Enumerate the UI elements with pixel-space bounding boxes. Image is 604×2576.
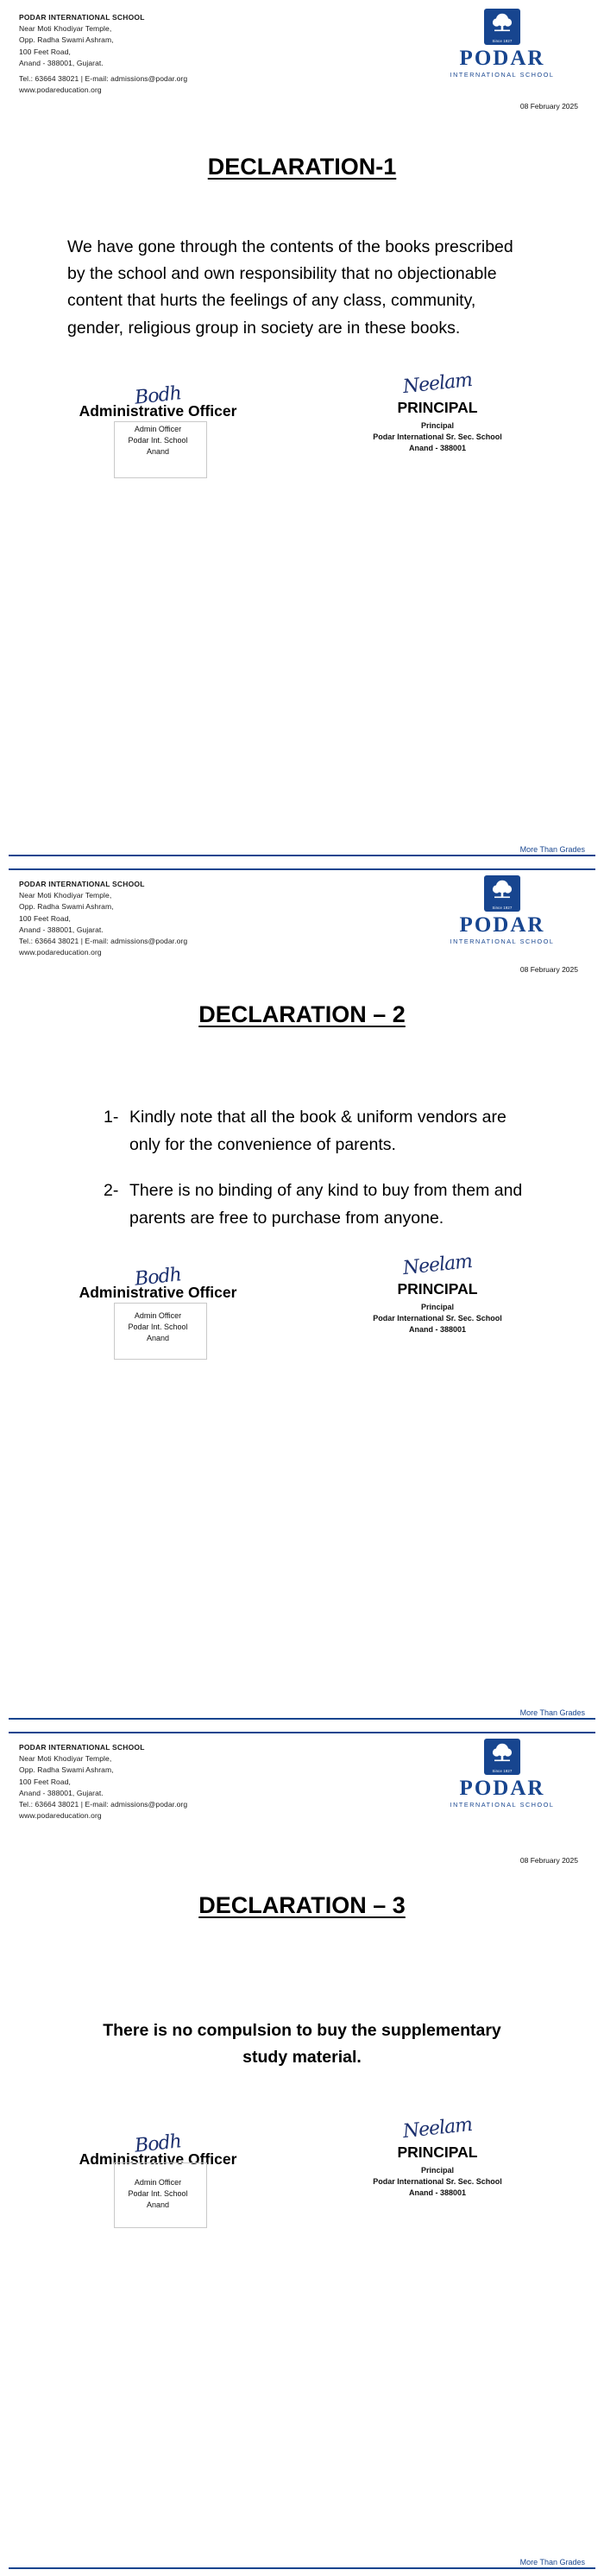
- podar-tree-badge-icon: [484, 875, 520, 912]
- logo-tagline-3: INTERNATIONAL SCHOOL: [450, 1801, 555, 1809]
- meta-line: Principal: [420, 1303, 454, 1312]
- meta-line: Anand: [146, 446, 170, 456]
- signature-scribble-principal-1: Neelam: [401, 369, 474, 398]
- address-line: 100 Feet Road,: [19, 913, 71, 923]
- logo-since-text: Since 1927: [492, 1769, 513, 1773]
- signature-title-admin-2: Administrative Officer: [79, 1284, 237, 1302]
- address-line: 100 Feet Road,: [19, 1777, 71, 1786]
- signature-row-3: [0, 2113, 604, 2264]
- address-line: Opp. Radha Swami Ashram,: [19, 35, 114, 45]
- declaration-paragraph-3: There is no compulsion to buy the supplementary study material.: [103, 2020, 501, 2067]
- letterhead-2: [0, 863, 604, 975]
- signature-title-principal-2: PRINCIPAL: [397, 1280, 478, 1298]
- declaration-page-3: [0, 1727, 604, 2576]
- school-website-1: www.podareducation.org: [19, 85, 102, 95]
- meta-line: Podar Int. School: [128, 1323, 188, 1332]
- signature-scribble-principal-2: Neelam: [401, 1251, 474, 1280]
- signature-title-admin-3: Administrative Officer: [79, 2150, 237, 2168]
- meta-line: Admin Officer: [134, 1311, 182, 1321]
- podar-tree-badge-icon: [484, 1739, 520, 1775]
- school-contact-2: Tel.: 63664 38021 | E-mail: admissions@podar.org: [19, 936, 188, 945]
- meta-line: Admin Officer: [134, 2177, 182, 2187]
- footer-rule-2: [9, 1718, 595, 1720]
- list-item: [104, 1104, 537, 1159]
- declaration-list-2: [104, 1104, 537, 1232]
- address-line: Near Moti Khodiyar Temple,: [19, 1754, 112, 1764]
- school-contact-3: Tel.: 63664 38021 | E-mail: admissions@podar.org: [19, 1799, 188, 1809]
- meta-line: Anand - 388001: [408, 2188, 467, 2198]
- page-footer-3: [0, 2554, 604, 2576]
- logo-wordmark-2: PODAR: [459, 913, 545, 937]
- address-line: Anand - 388001, Gujarat.: [19, 1788, 104, 1797]
- meta-line: Podar International Sr. Sec. School: [373, 1314, 502, 1323]
- logo-wordmark-1: PODAR: [459, 47, 545, 70]
- footer-rule-1: [9, 855, 595, 856]
- school-website-3: www.podareducation.org: [19, 1811, 102, 1821]
- signature-scribble-admin-2: Bodh: [133, 1264, 182, 1291]
- stamp-border-1: [114, 421, 207, 478]
- signature-admin-officer-3: [41, 2131, 274, 2211]
- declaration-page-1: [0, 0, 604, 863]
- logo-since-text: Since 1927: [492, 39, 513, 43]
- list-item-number: 1-: [104, 1108, 119, 1127]
- meta-line: Principal: [420, 2165, 454, 2175]
- meta-line: Podar International Sr. Sec. School: [373, 2177, 502, 2186]
- list-item-number: 2-: [104, 1181, 119, 1201]
- signature-meta-principal-1: [312, 420, 563, 454]
- address-line: Anand - 388001, Gujarat.: [19, 925, 104, 934]
- school-name-3: PODAR INTERNATIONAL SCHOOL: [19, 1743, 145, 1752]
- address-line: Anand - 388001, Gujarat.: [19, 58, 104, 67]
- signature-admin-officer-1: [41, 382, 274, 458]
- logo-tagline-1: INTERNATIONAL SCHOOL: [450, 71, 555, 79]
- signature-meta-principal-2: [312, 1302, 563, 1335]
- address-line: Opp. Radha Swami Ashram,: [19, 902, 114, 912]
- school-logo-2: [425, 875, 580, 945]
- school-name-2: PODAR INTERNATIONAL SCHOOL: [19, 880, 145, 888]
- signature-row-1: [0, 369, 604, 516]
- list-item: [104, 1178, 537, 1232]
- logo-since-text: Since 1927: [492, 906, 513, 910]
- signature-scribble-admin-1: Bodh: [133, 382, 182, 409]
- list-item-text: Kindly note that all the book & uniform vendors are only for the convenience of parents.: [129, 1108, 506, 1154]
- school-logo-1: [425, 9, 580, 79]
- signature-row-2: [0, 1251, 604, 1398]
- page-footer-1: [0, 841, 604, 863]
- list-item-text: There is no binding of any kind to buy from them and parents are free to purchase from anyone.: [129, 1181, 523, 1228]
- signature-meta-principal-3: [312, 2165, 563, 2199]
- meta-line: Podar International Sr. Sec. School: [373, 432, 502, 441]
- signature-principal-2: [312, 1251, 563, 1335]
- address-line: 100 Feet Road,: [19, 47, 71, 56]
- school-website-2: www.podareducation.org: [19, 948, 102, 957]
- address-line: Near Moti Khodiyar Temple,: [19, 24, 112, 34]
- school-contact-1: Tel.: 63664 38021 | E-mail: admissions@podar.org: [19, 73, 188, 83]
- footer-tagline-2: More Than Grades: [515, 1708, 585, 1717]
- document-date-2: 08 February 2025: [519, 965, 578, 974]
- document-date-1: 08 February 2025: [519, 102, 578, 110]
- stamp-border-2: [114, 1303, 207, 1360]
- meta-line: Principal: [420, 420, 454, 430]
- stamp-border-3: [114, 2162, 207, 2228]
- signature-title-admin-1: Administrative Officer: [79, 401, 237, 420]
- tree-icon: [489, 1742, 515, 1766]
- signature-principal-3: [312, 2113, 563, 2199]
- signature-scribble-principal-3: Neelam: [401, 2113, 474, 2144]
- footer-rule-3: [9, 2567, 595, 2569]
- page-title-2: DECLARATION – 2: [198, 1001, 406, 1027]
- school-logo-3: [425, 1739, 580, 1809]
- address-line: Opp. Radha Swami Ashram,: [19, 1765, 114, 1775]
- tree-icon: [489, 12, 515, 36]
- footer-tagline-3: More Than Grades: [515, 2558, 585, 2567]
- address-line: Near Moti Khodiyar Temple,: [19, 891, 112, 900]
- meta-line: Anand: [146, 2200, 170, 2210]
- page-title-1: DECLARATION-1: [207, 154, 397, 180]
- school-name-1: PODAR INTERNATIONAL SCHOOL: [19, 13, 145, 22]
- podar-tree-badge-icon: [484, 9, 520, 45]
- signature-title-principal-3: PRINCIPAL: [397, 2143, 478, 2161]
- letterhead-3: [0, 1727, 604, 1873]
- meta-line: Anand - 388001: [408, 1325, 467, 1335]
- signature-admin-officer-2: [41, 1264, 274, 1344]
- document-date-3: 08 February 2025: [519, 1856, 578, 1865]
- meta-line: Podar Int. School: [128, 2189, 188, 2198]
- signature-title-principal-1: PRINCIPAL: [397, 398, 478, 416]
- footer-tagline-1: More Than Grades: [515, 845, 585, 854]
- declaration-page-2: [0, 863, 604, 1727]
- meta-line: Admin Officer: [134, 424, 182, 433]
- declaration-paragraph-1: We have gone through the contents of the books prescribed by the school and own responsibility that no objectionable content that hurts the feelings of any class, community, gender, religious group in society are in these books.: [67, 237, 513, 338]
- signature-scribble-admin-3: Bodh: [133, 2131, 182, 2157]
- tree-icon: [489, 879, 515, 903]
- letterhead-1: [0, 0, 604, 112]
- meta-line: Anand - 388001: [408, 443, 467, 452]
- meta-line: Podar Int. School: [128, 435, 188, 445]
- signature-principal-1: [312, 369, 563, 454]
- page-footer-2: [0, 1704, 604, 1727]
- page-title-3: DECLARATION – 3: [198, 1892, 406, 1918]
- logo-tagline-2: INTERNATIONAL SCHOOL: [450, 938, 555, 946]
- logo-wordmark-3: PODAR: [459, 1777, 545, 1800]
- meta-line: Anand: [146, 1334, 170, 1343]
